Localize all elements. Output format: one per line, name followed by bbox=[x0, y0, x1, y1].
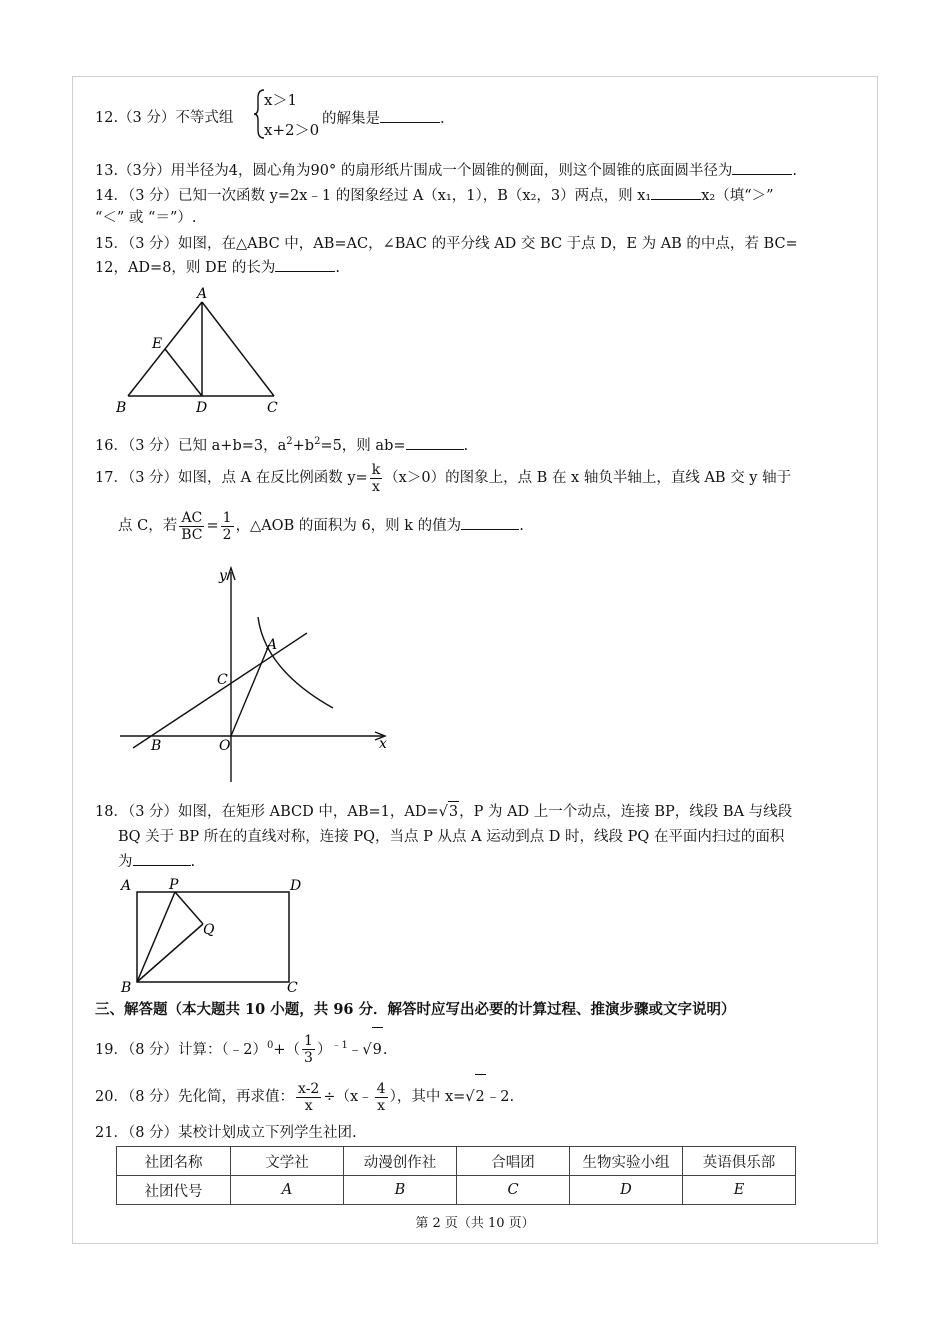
question-14 bbox=[95, 185, 774, 206]
q12-end: . bbox=[440, 111, 445, 127]
q17-coordinate-figure bbox=[115, 560, 405, 788]
table-cell: 社团代号 bbox=[117, 1176, 231, 1205]
q20-a-den: x bbox=[304, 1097, 313, 1114]
q18-label-c: C bbox=[287, 980, 298, 996]
q18-end: . bbox=[190, 854, 196, 870]
q16-mid: +b bbox=[292, 437, 315, 454]
q20-fraction-a bbox=[296, 1081, 321, 1114]
q18-label-d: D bbox=[290, 878, 302, 894]
q17-eq: = bbox=[206, 518, 219, 534]
q18-line3: 为 bbox=[118, 854, 133, 870]
table-cell: 社团名称 bbox=[117, 1147, 231, 1176]
q16-answer-blank[interactable] bbox=[406, 435, 464, 450]
q20-div: ÷（x﹣ bbox=[323, 1089, 373, 1105]
q12-sys1: x＞1 bbox=[264, 91, 298, 109]
table-cell: 生物实验小组 bbox=[570, 1147, 683, 1176]
q19-minus: ﹣ bbox=[347, 1041, 363, 1058]
q15-label-d: D bbox=[196, 400, 208, 416]
q17-line1a: 17．（3 分）如图，点 A 在反比例函数 y= bbox=[95, 470, 368, 486]
q19-exp0: 0 bbox=[267, 1040, 274, 1051]
q16-tail: =5，则 ab= bbox=[320, 437, 406, 454]
q17-ratio-num: AC bbox=[179, 510, 204, 527]
q16-sup1: 2 bbox=[286, 436, 293, 447]
q12-tail-line bbox=[322, 108, 445, 129]
section-3-heading: 三、解答题（本大题共 10 小题，共 96 分．解答时应写出必要的计算过程、推演步骤或文字说明） bbox=[95, 1001, 736, 1018]
q20-tail: ），其中 x= bbox=[389, 1089, 466, 1105]
q20-b-den: x bbox=[377, 1097, 386, 1114]
q17-line2a: 点 C，若 bbox=[118, 518, 178, 534]
q12-sys2: x+2＞0 bbox=[264, 121, 320, 139]
q18-line3-wrap bbox=[118, 851, 195, 872]
q15-triangle-figure bbox=[110, 282, 290, 418]
q14-mid: x₂（填“＞” bbox=[701, 188, 774, 204]
q17-end: . bbox=[519, 518, 524, 534]
q15-label-b: B bbox=[116, 400, 127, 416]
q13-end: . bbox=[792, 163, 797, 179]
q18-line1a: 18．（3 分）如图，在矩形 ABCD 中，AB=1，AD= bbox=[95, 804, 439, 820]
q15-end: . bbox=[335, 260, 340, 276]
table-cell: 动漫创作社 bbox=[344, 1147, 457, 1176]
q17-frac-num: k bbox=[371, 461, 381, 478]
q15-line2-wrap bbox=[95, 257, 340, 278]
q15-segment-de bbox=[165, 349, 202, 396]
table-cell: E bbox=[683, 1176, 796, 1205]
q18-segment-bp bbox=[137, 892, 175, 982]
q17-hyperbola-curve bbox=[258, 617, 333, 708]
q18-label-q: Q bbox=[203, 922, 215, 938]
q19-frac-den: 3 bbox=[304, 1050, 313, 1067]
table-cell: B bbox=[344, 1176, 457, 1205]
q18-label-a: A bbox=[121, 878, 132, 894]
q18-rectangle-figure bbox=[115, 872, 315, 998]
question-19: 19．（8 分）计算：（﹣2）$^0$+（ $\frac{1}{3}$ ）$^{﹣1}$﹣√9. bbox=[95, 1024, 387, 1068]
q19-end: . bbox=[382, 1041, 388, 1058]
q18-segment-bq bbox=[137, 924, 203, 982]
q14-line1: 14．（3 分）已知一次函数 y=2x﹣1 的图象经过 A（x₁，1），B（x₂，3）两点，则 x₁ bbox=[95, 188, 652, 204]
q15-side-ac bbox=[202, 302, 274, 396]
q17-ratio-den: BC bbox=[181, 526, 203, 543]
q15-label-a: A bbox=[197, 286, 208, 302]
q17-label-y: y bbox=[219, 568, 227, 584]
club-table bbox=[116, 1146, 796, 1205]
q17-frac-den: x bbox=[371, 478, 380, 495]
q17-label-o: O bbox=[219, 738, 231, 754]
q17-line2b: ，△AOB 的面积为 6，则 k 的值为 bbox=[235, 518, 462, 534]
table-cell: C bbox=[457, 1176, 570, 1205]
table-cell: 合唱团 bbox=[457, 1147, 570, 1176]
q17-label-c: C bbox=[217, 672, 228, 688]
q17-half-num: 1 bbox=[222, 509, 232, 526]
q19-exp1: ﹣1 bbox=[331, 1040, 348, 1051]
q18-line2: BQ 关于 BP 所在的直线对称，连接 PQ，当点 P 从点 A 运动到点 D 时，线段 PQ 在平面内扫过的面积 bbox=[118, 829, 785, 845]
q18-label-b: B bbox=[121, 980, 132, 996]
q20-lead: 20．（8 分）先化简，再求值： bbox=[95, 1089, 295, 1105]
q15-line2: 12，AD=8，则 DE 的长为 bbox=[95, 260, 276, 276]
q13-text: 13.（3分）用半径为4，圆心角为90° 的扇形纸片围成一个圆锥的侧面，则这个圆锥的底面圆半径为 bbox=[95, 163, 733, 179]
q13-answer-blank[interactable] bbox=[732, 160, 792, 175]
q19-frac-num: 1 bbox=[304, 1033, 313, 1050]
q18-label-p: P bbox=[169, 877, 179, 893]
q12-lead: 12.（3 分）不等式组 bbox=[95, 110, 234, 126]
table-cell: 文学社 bbox=[231, 1147, 344, 1176]
q15-label-c: C bbox=[267, 400, 278, 416]
q19-close: ） bbox=[316, 1041, 332, 1058]
q19-lead: 19．（8 分）计算：（﹣2） bbox=[95, 1041, 268, 1058]
question-15: 15．（3 分）如图，在△ABC 中，AB=AC，∠BAC 的平分线 AD 交 BC 于点 D，E 为 AB 的中点，若 BC= bbox=[95, 236, 798, 252]
q17-line-ab bbox=[133, 633, 307, 748]
q17-label-a: A bbox=[267, 637, 278, 653]
q17-label-b: B bbox=[151, 738, 162, 754]
q20-radicand: 2 bbox=[475, 1074, 486, 1119]
q19-plus: +（ bbox=[273, 1041, 301, 1058]
q17-line1b: （x＞0）的图象上，点 B 在 x 轴负半轴上，直线 AB 交 y 轴于 bbox=[384, 470, 792, 486]
q18-line1b: ，P 为 AD 上一个动点，连接 BP，线段 BA 与线段 bbox=[459, 804, 793, 820]
table-row bbox=[117, 1176, 796, 1205]
question-21: 21．（8 分）某校计划成立下列学生社团. bbox=[95, 1125, 357, 1141]
question-20: 20．（8 分）先化简，再求值： $\frac{x-2}{x}$ ÷（x﹣ $\frac{4}{x}$ ），其中 x=√2﹣2. bbox=[95, 1074, 514, 1118]
q20-a-num: x-2 bbox=[298, 1080, 320, 1097]
q18-segment-pq bbox=[175, 892, 203, 924]
q20-b-num: 4 bbox=[376, 1080, 386, 1097]
question-13 bbox=[95, 160, 797, 181]
q16-lead: 16．（3 分）已知 a+b=3，a bbox=[95, 437, 287, 454]
q16-sup2: 2 bbox=[314, 436, 321, 447]
q15-answer-blank[interactable] bbox=[275, 257, 335, 272]
question-18: 18．（3 分）如图，在矩形 ABCD 中，AB=1，AD=√3，P 为 AD 上一个动点，连接 BP，线段 BA 与线段 bbox=[95, 801, 792, 822]
table-cell: 英语俱乐部 bbox=[683, 1147, 796, 1176]
table-cell: A bbox=[231, 1176, 344, 1205]
page-footer: 第 2 页（共 10 页） bbox=[415, 1216, 535, 1231]
q17-answer-blank[interactable] bbox=[461, 515, 519, 530]
q20-end: ﹣2. bbox=[485, 1089, 515, 1105]
q17-segment-oa bbox=[231, 645, 269, 736]
table-cell: D bbox=[570, 1176, 683, 1205]
table-row bbox=[117, 1147, 796, 1176]
q19-radicand: 9 bbox=[372, 1027, 383, 1072]
q17-fraction-k-over-x bbox=[370, 462, 382, 495]
question-17 bbox=[95, 456, 791, 500]
q15-label-e: E bbox=[152, 336, 163, 352]
q17-line2 bbox=[118, 504, 524, 548]
q12-answer-blank[interactable] bbox=[380, 108, 440, 123]
question-12 bbox=[95, 108, 233, 128]
q16-end: . bbox=[463, 437, 469, 454]
q17-half-den: 2 bbox=[222, 526, 232, 543]
q17-half-fraction bbox=[221, 510, 234, 543]
q17-ratio-fraction bbox=[179, 510, 204, 543]
q14-answer-blank[interactable] bbox=[651, 185, 701, 200]
q18-answer-blank[interactable] bbox=[133, 851, 191, 866]
q18-radicand: 3 bbox=[448, 801, 459, 822]
q17-label-x: x bbox=[379, 736, 387, 752]
q12-tail: 的解集是 bbox=[322, 111, 380, 127]
q20-fraction-b bbox=[375, 1081, 388, 1114]
question-16 bbox=[95, 432, 468, 456]
q19-fraction bbox=[302, 1033, 315, 1066]
q14-line2: “＜” 或 “＝”）. bbox=[95, 210, 197, 226]
